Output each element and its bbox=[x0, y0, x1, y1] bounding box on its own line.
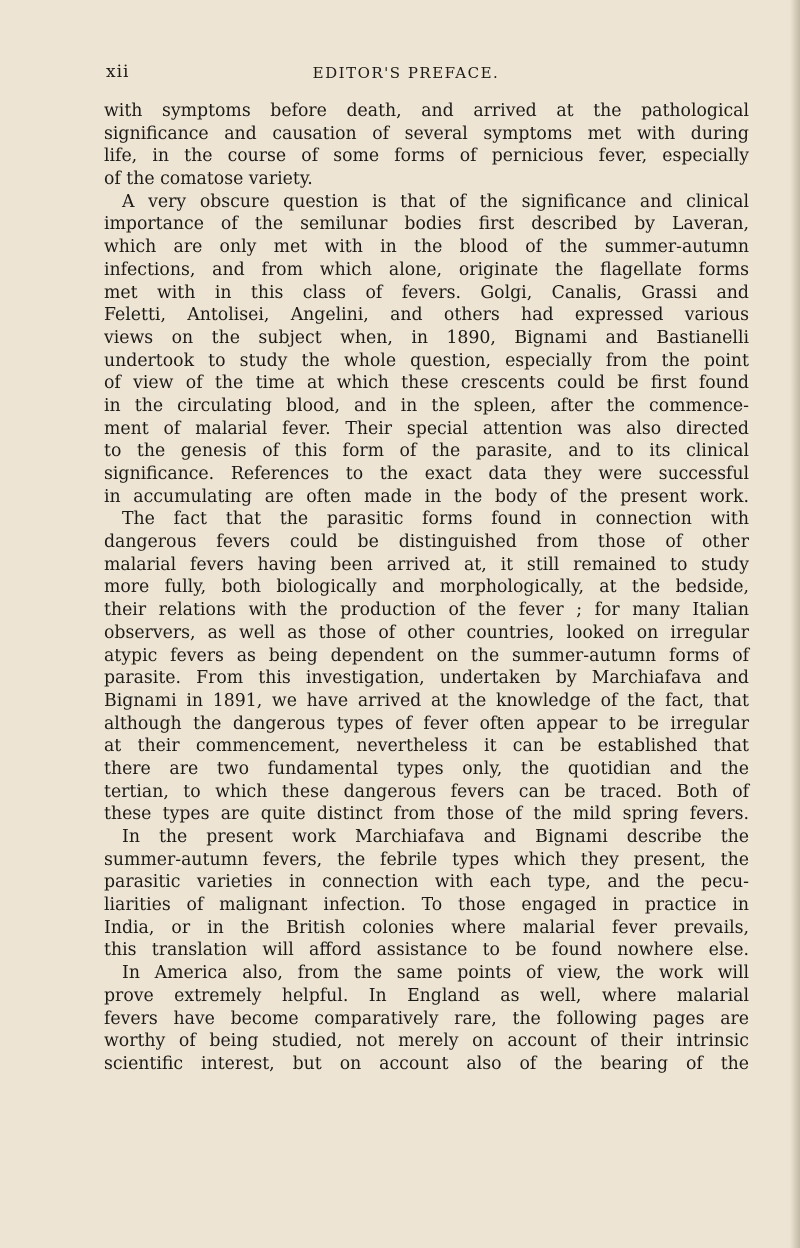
text-line: In America also, from the same points of view, the work will bbox=[122, 963, 749, 984]
text-line: of view of the time at which these crescents could be first found bbox=[104, 373, 749, 394]
text-line: parasite. From this investigation, undertaken by Marchiafava and bbox=[104, 668, 749, 689]
text-line: summer-autumn fevers, the febrile types which they present, the bbox=[104, 849, 749, 870]
page-number: xii bbox=[106, 62, 130, 82]
text-line: their relations with the production of the fever ; for many Italian bbox=[104, 600, 749, 621]
text-line: worthy of being studied, not merely on account of their intrinsic bbox=[104, 1031, 749, 1052]
text-line: liarities of malignant infection. To those engaged in practice in bbox=[104, 895, 749, 916]
text-line: at their commencement, nevertheless it can be established that bbox=[104, 736, 749, 757]
text-line: infections, and from which alone, originate the flagellate forms bbox=[104, 259, 749, 280]
text-line: observers, as well as those of other countries, looked on irregular bbox=[104, 622, 749, 643]
text-line: scientific interest, but on account also of the bearing of the bbox=[104, 1053, 749, 1074]
text-line: in accumulating are often made in the body of the present work. bbox=[104, 486, 749, 507]
text-line: life, in the course of some forms of pernicious fever, especially bbox=[104, 146, 749, 167]
text-line: tertian, to which these dangerous fevers can be traced. Both of bbox=[104, 781, 749, 802]
text-line: this translation will afford assistance to be found nowhere else. bbox=[104, 940, 749, 961]
text-line: Bignami in 1891, we have arrived at the knowledge of the fact, that bbox=[104, 690, 749, 711]
page-edge-shadow bbox=[790, 0, 800, 1248]
text-line: parasitic varieties in connection with each type, and the pecu- bbox=[104, 872, 749, 893]
text-line: importance of the semilunar bodies first described by Laveran, bbox=[104, 214, 749, 235]
text-line: undertook to study the whole question, especially from the point bbox=[104, 350, 749, 371]
text-line: to the genesis of this form of the parasite, and to its clinical bbox=[104, 441, 749, 462]
text-line: atypic fevers as being dependent on the summer-autumn forms of bbox=[104, 645, 749, 666]
text-line: met with in this class of fevers. Golgi, Canalis, Grassi and bbox=[104, 282, 749, 303]
text-line: there are two fundamental types only, the quotidian and the bbox=[104, 758, 749, 779]
text-line: with symptoms before death, and arrived at the pathological bbox=[104, 101, 749, 121]
text-line: Feletti, Antolisei, Angelini, and others had expressed various bbox=[104, 305, 749, 326]
text-line: although the dangerous types of fever often appear to be irregular bbox=[104, 713, 749, 734]
running-head: EDITOR'S PREFACE. bbox=[312, 64, 500, 82]
text-line: ment of malarial fever. Their special attention was also directed bbox=[104, 418, 749, 439]
text-line: these types are quite distinct from those of the mild spring fevers. bbox=[104, 804, 749, 825]
page-header bbox=[106, 62, 706, 84]
body-text bbox=[104, 100, 749, 1076]
text-line: views on the subject when, in 1890, Bignami and Bastianelli bbox=[104, 327, 749, 348]
text-line: dangerous fevers could be distinguished from those of other bbox=[104, 532, 749, 553]
text-line: The fact that the parasitic forms found in connection with bbox=[122, 509, 749, 530]
text-line: which are only met with in the blood of the summer-autumn bbox=[104, 237, 749, 258]
text-line: prove extremely helpful. In England as well, where malarial bbox=[104, 985, 749, 1006]
text-line: In the present work Marchiafava and Bignami describe the bbox=[122, 827, 749, 847]
text-line: of the comatose variety. bbox=[104, 169, 313, 190]
text-line: fevers have become comparatively rare, the following pages are bbox=[104, 1008, 749, 1029]
text-line: A very obscure question is that of the significance and clinical bbox=[122, 191, 749, 212]
text-line: in the circulating blood, and in the spleen, after the commence- bbox=[104, 395, 749, 416]
text-line: more fully, both biologically and morphologically, at the bedside, bbox=[104, 577, 749, 598]
text-line: significance and causation of several symptoms met with during bbox=[104, 123, 749, 144]
text-line: malarial fevers having been arrived at, it still remained to study bbox=[104, 554, 749, 575]
text-line: India, or in the British colonies where malarial fever prevails, bbox=[104, 917, 749, 938]
text-line: significance. References to the exact data they were successful bbox=[104, 464, 749, 484]
